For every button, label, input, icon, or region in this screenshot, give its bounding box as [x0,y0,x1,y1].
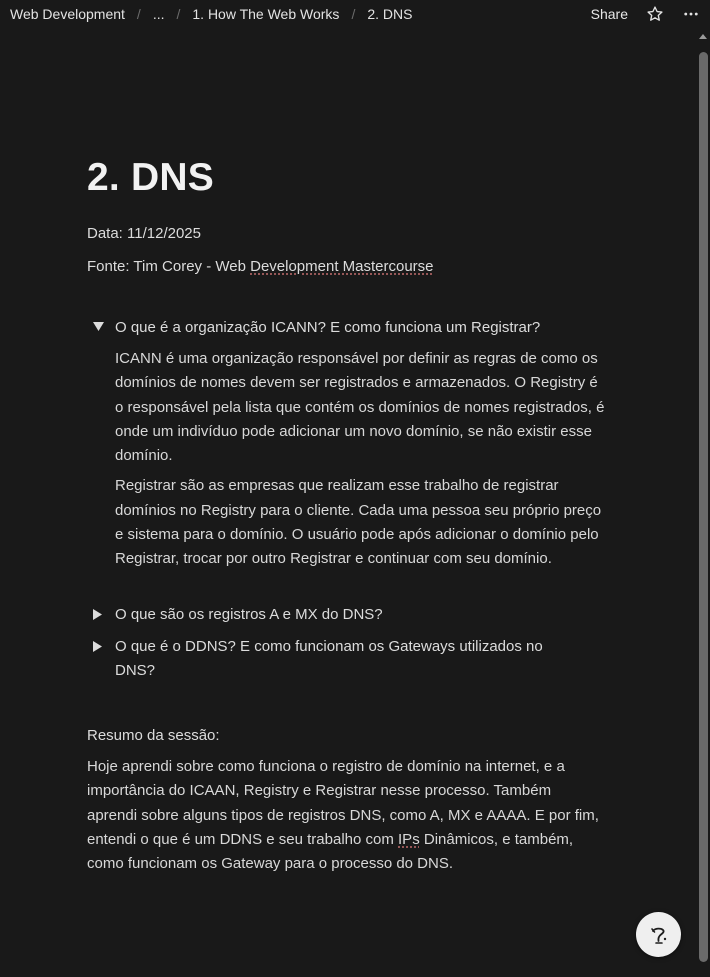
summary-text-part: Dinâmicos, e também, como funcionam os Gateway para o processo do DNS. [87,830,574,873]
more-icon[interactable] [680,3,702,25]
top-bar [0,0,710,28]
toggle-paragraph[interactable]: ICANN é uma organização responsável por definir as regras de como os domínios de nomes devem ser registrados e armazenados. O Registry é o responsável pela lista que contém os domínios de nomes registrados, é onde um indivíduo pode adicionar um novo domínio, se não existir esse domínio. [115,350,605,465]
breadcrumb [8,4,414,24]
breadcrumb-item-web-development[interactable]: Web Development [10,6,125,22]
page-content [87,150,607,276]
help-icon [646,922,672,948]
breadcrumb-item-collapsed[interactable]: ... [152,6,165,22]
date-line[interactable]: Data: 11/12/2025 [87,225,201,242]
breadcrumb-item-how-the-web-works[interactable]: 1. How The Web Works [192,6,340,22]
summary-text-part: Hoje aprendi sobre como funciona o registro de domínio na internet, e a importância do ICAAN, Registry e Registrar nesse processo. Também aprendi sobre alguns tipos de registros DNS, como A, MX e AAAA. E por fim, entendi o que é um DDNS e seu trabalho com [87,758,599,848]
page-title[interactable]: 2. DNS [87,156,214,199]
topbar-actions [591,3,702,25]
summary-label[interactable]: Resumo da sessão: [87,727,220,744]
toggle-block-icann [87,316,607,572]
toggle-block-registros [87,603,607,627]
breadcrumb-separator: / [176,6,181,22]
toggle-expanded-arrow-icon[interactable] [87,316,115,332]
toggle-block-ddns [87,635,567,683]
star-icon[interactable] [644,3,666,25]
scrollbar-thumb[interactable] [699,52,708,962]
breadcrumb-separator: / [136,6,141,22]
toggle-title[interactable]: O que são os registros A e MX do DNS? [115,606,383,623]
source-prefix: Fonte: Tim Corey - Web [87,258,251,275]
toggle-collapsed-arrow-icon[interactable] [87,603,115,620]
summary-text[interactable] [87,755,602,876]
breadcrumb-separator: / [351,6,356,22]
source-link-text: Development Mastercourse [250,258,434,275]
toggle-body [87,347,607,572]
summary-marked-word: IPs [398,830,420,848]
scroll-up-arrow-icon[interactable] [699,34,707,39]
toggle-collapsed-arrow-icon[interactable] [87,635,115,652]
toggle-title[interactable]: O que é o DDNS? E como funcionam os Gateways utilizados no DNS? [115,638,543,679]
breadcrumb-item-current-page[interactable]: 2. DNS [367,6,413,22]
share-button[interactable]: Share [590,6,628,22]
source-line[interactable] [87,257,607,276]
toggle-title[interactable]: O que é a organização ICANN? E como funciona um Registrar? [115,319,541,336]
help-button[interactable] [636,912,681,957]
toggle-paragraph[interactable]: Registrar são as empresas que realizam esse trabalho de registrar domínios no Registry para o cliente. Cada uma pessoa seu próprio preço e sistema para o domínio. O usuário pode após adicionar o domínio pelo Registrar, trocar por outro Registrar e continuar com seu domínio. [115,477,602,568]
